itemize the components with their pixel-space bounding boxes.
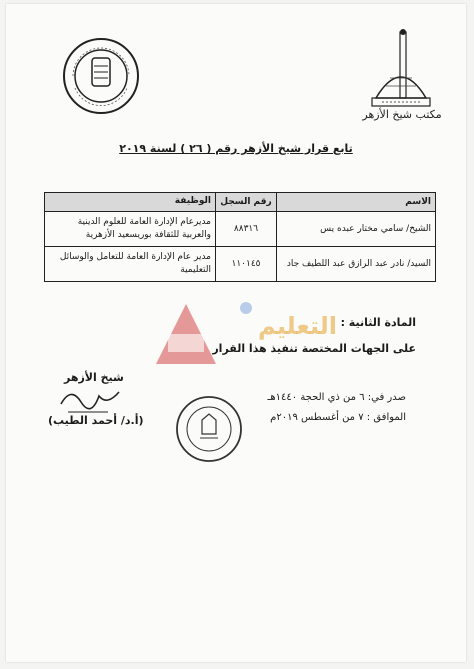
header-reg: رقم السجل bbox=[216, 193, 277, 212]
cell-name: الشيخ/ سامي مختار عبده يس bbox=[277, 212, 436, 247]
signatory-name: (أ.د/ أحمد الطيب) bbox=[48, 414, 144, 427]
table-row bbox=[45, 212, 436, 247]
official-stamp bbox=[174, 394, 244, 464]
document-page bbox=[6, 4, 466, 662]
cell-reg: ٨٨٣١٦ bbox=[216, 212, 277, 247]
cell-job: مدير عام الإدارة العامة للتعامل والوسائل التعليمية bbox=[45, 247, 216, 282]
header-job: الوظيفة bbox=[45, 193, 216, 212]
handwritten-signature bbox=[56, 382, 126, 418]
mosque-logo bbox=[356, 26, 446, 118]
signature-title: شيخ الأزهر bbox=[64, 371, 124, 384]
issue-date-gregorian: الموافق : ٧ من أغسطس ٢٠١٩م bbox=[270, 412, 406, 423]
azhar-seal-logo bbox=[61, 36, 141, 116]
article-heading: المادة الثانية : bbox=[340, 316, 416, 329]
decree-title: تابع قرار شيخ الأزهر رقم ( ٢٦ ) لسنة ٢٠١٩ bbox=[119, 142, 353, 155]
cell-name: السيد/ نادر عبد الرازق عبد اللطيف جاد bbox=[277, 247, 436, 282]
article-body: على الجهات المختصة تنفيذ هذا القرار bbox=[212, 342, 416, 355]
table-header-row bbox=[45, 193, 436, 212]
table-row bbox=[45, 247, 436, 282]
header-name: الاسم bbox=[277, 193, 436, 212]
watermark-text: التعليم bbox=[258, 312, 337, 340]
cell-job: مديرعام الإدارة العامة للعلوم الدينية والعربية للثقافة بوريسعيد الأزهرية bbox=[45, 212, 216, 247]
office-caption: مكتب شيخ الأزهر bbox=[362, 108, 442, 121]
appointments-table bbox=[44, 192, 436, 282]
issue-date-hijri: صدر في: ٦ من ذي الحجة ١٤٤٠هـ bbox=[267, 392, 406, 403]
cell-reg: ١١٠١٤٥ bbox=[216, 247, 277, 282]
